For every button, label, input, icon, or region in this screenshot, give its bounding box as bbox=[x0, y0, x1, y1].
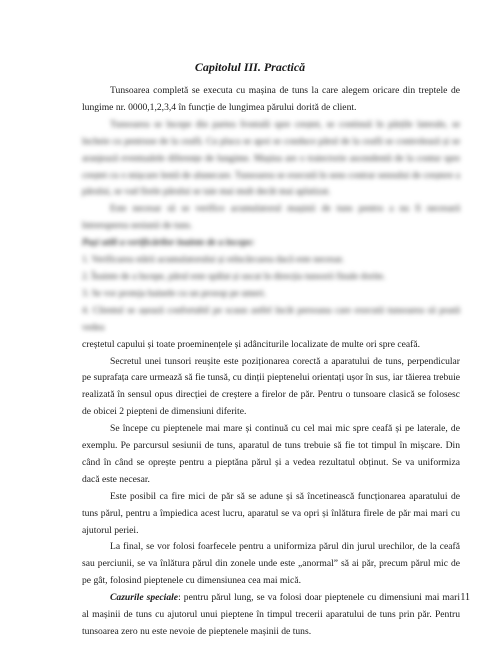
blurred-section bbox=[82, 117, 460, 337]
special-cases-paragraph bbox=[82, 590, 460, 641]
special-cases-text: : pentru părul lung, se va folosi doar pieptenele cu dimensiuni mai mari al mașinii de tuns cu ajutorul unui pieptene în timpul trecerii aparatului de tuns prin păr. Pentru tunsoarea zero nu este nevoie de pieptenele mașinii de tuns. bbox=[82, 592, 461, 637]
tail-line: creștetul capului și toate proeminențele și adânciturile localizate de multe ori spre ceafă. bbox=[82, 338, 421, 350]
page-number: 11 bbox=[460, 592, 470, 603]
paragraph: Secretul unei tunsori reușite este poziționarea corectă a aparatului de tuns, perpendicular pe suprafața care urmează să fie tunsă, cu dinții pieptenelui orientați ușor în sus, iar tăierea trebuie realizată în sensul opus direcției de creștere a firelor de păr. Pentru o tunsoare clasică se folosesc de obicei 2 piepteni de dimensiuni diferite. bbox=[82, 355, 460, 418]
chapter-title: Capitolul III. Practică bbox=[194, 60, 306, 74]
list-item: 1. Verificarea stării acumulatorului și reîncărcarea dacă este necesar. bbox=[82, 254, 344, 266]
list-item: 4. Clientul se așează confortabil pe scaun astfel încât persoana care execută tunsoarea să poată vedea bbox=[82, 304, 460, 333]
body-text bbox=[82, 83, 460, 641]
intro-paragraph: Tunsoarea completă se executa cu mașina de tuns la care alegem oricare din treptele de lungime nr. 0000,1,2,3,4 în funcție de lungimea părului dorită de client. bbox=[82, 85, 460, 113]
blurred-paragraph-2: Este necesar să se verifice acumulatorul mașinii de tuns pentru a nu fi necesară întreruperea sesiunii de tuns. bbox=[82, 203, 460, 232]
list-item: 3. Se vor proteja hainele cu un prosop pe umeri. bbox=[82, 287, 267, 299]
special-cases-lead: Cazurile speciale bbox=[110, 592, 179, 604]
paragraph: La final, se vor folosi foarfecele pentru a uniformiza părul din jurul urechilor, de la ceafă sau perciunii, se va înlătura părul din zonele unde este „anormal” să ai păr, precum părul mic de pe gât, folosind pieptenele cu dimensiunea cea mai mică. bbox=[82, 541, 460, 587]
list-item: 2. Înainte de a începe, părul este spălat și uscat în direcția tunsorii finale dorite. bbox=[82, 270, 386, 282]
paragraph: Se începe cu pieptenele mai mare și continuă cu cel mai mic spre ceafă și pe laterale, de exemplu. Pe parcursul sesiunii de tuns, aparatul de tuns trebuie să fie tot timpul în mișcare. Din când în când se oprește pentru a pieptăna părul și a vedea rezultatul obținut. Se va uniformiza dacă este necesar. bbox=[82, 423, 460, 485]
blurred-paragraph-1: Tunsoarea se începe din partea frontală spre creștet, se continuă în părțile laterale, se încheie cu pentruse de la ceafă. Cu placa se apoi se conduce părul de la ceafă se controlează și se aranjează eventualele diferențe de lungime. Mașina are o traiectorie ascendentă de la contur spre creștet cu o mișcare lentă de alunecare. Tunsoarea se execută în sens contrar sensului de creștere a părului, se vad firele părului se taie mai mult decât mai aplatizat. bbox=[82, 118, 460, 198]
paragraph: Este posibil ca fire mici de păr să se adune și să încetinească funcționarea aparatului de tuns părul, pentru a împiedica acest lucru, aparatul se va opri și înlătura firele de păr mai mari cu ajutorul periei. bbox=[82, 490, 460, 536]
list-title: Pași utili a verificărilor înainte de a începe: bbox=[82, 237, 255, 249]
